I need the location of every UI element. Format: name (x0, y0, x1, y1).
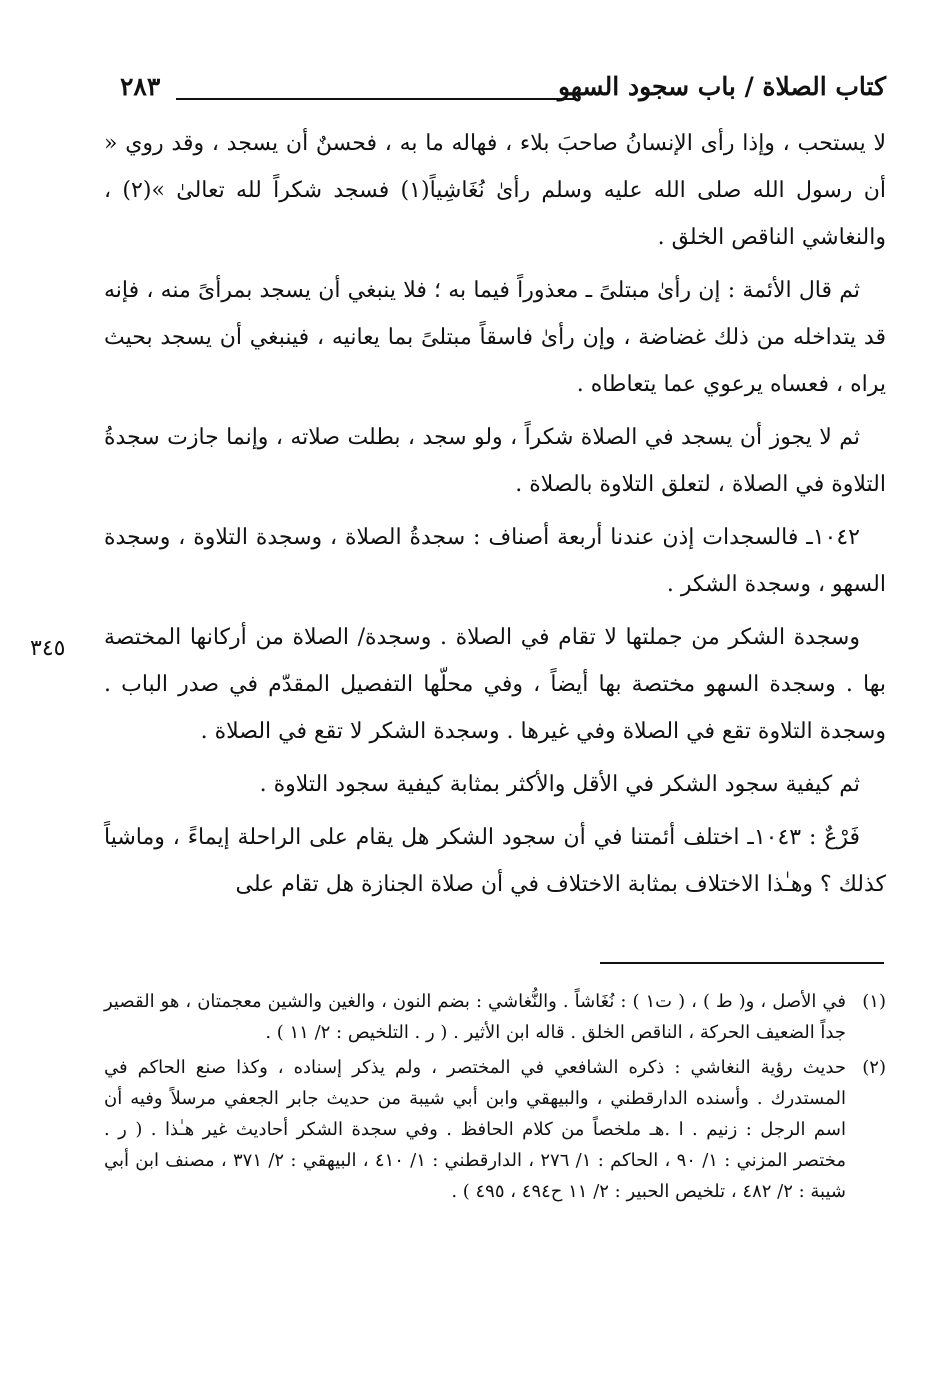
chapter-title: كتاب الصلاة / باب سجود السهو (557, 72, 886, 101)
paragraph: ثم كيفية سجود الشكر في الأقل والأكثر بمثابة كيفية سجود التلاوة . (259, 772, 860, 797)
paragraph: لا يستحب ، وإذا رأى الإنسانُ صاحبَ بلاء ، فهاله ما به ، فحسنٌ أن يسجد ، وقد روي « أن رسول الله صلى الله عليه وسلم رأىٰ نُغَاشِياً(١) فسجد شكراً لله تعالىٰ »(٢) ، والنغاشي الناقص الخلق . (104, 131, 887, 250)
margin-page-reference: ٣٤٥ (30, 636, 66, 661)
footnote-text: في الأصل ، و( ط ) ، ( ت١ ) : نُغَاشاً . والنُّغاشي : بضم النون ، والغين والشين معجمتان ، هو القصير جداً الضعيف الحركة ، الناقص الخلق . قاله ابن الأثير . ( ر . التلخيص : ٢/ ١١ ) . (104, 991, 846, 1043)
footnote (104, 1052, 886, 1207)
footnotes (104, 986, 886, 1211)
footnote (104, 986, 886, 1048)
main-text (104, 120, 886, 914)
paragraph: وسجدة الشكر من جملتها لا تقام في الصلاة . وسجدة/ الصلاة من أركانها المختصة بها . وسجدة السهو مختصة بها أيضاً ، وفي محلّها التفصيل المقدّم في صدر الباب . وسجدة التلاوة تقع في الصلاة وفي غيرها . وسجدة الشكر لا تقع في الصلاة . (104, 625, 886, 744)
paragraph: ثم قال الأئمة : إن رأىٰ مبتلىً ـ معذوراً فيما به ؛ فلا ينبغي أن يسجد بمرأىً منه ، فإنه قد يتداخله من ذلك غضاضة ، وإن رأىٰ فاسقاً مبتلىً بما يعانيه ، فينبغي أن يسجد بحيث يراه ، فعساه يرعوي عما يتعاطاه . (104, 278, 886, 397)
page-number: ٢٨٣ (120, 72, 161, 101)
header-rule (176, 98, 574, 100)
footnote-number: (١) (862, 991, 886, 1012)
running-header (108, 70, 886, 110)
paragraph: ثم لا يجوز أن يسجد في الصلاة شكراً ، ولو سجد ، بطلت صلاته ، وإنما جازت سجدةُ التلاوة في الصلاة ، لتعلق التلاوة بالصلاة . (104, 425, 886, 497)
footnote-separator (600, 962, 884, 964)
footnote-text: حديث رؤية النغاشي : ذكره الشافعي في المختصر ، ولم يذكر إسناده ، وكذا صنع الحاكم في المستدرك . وأسنده الدارقطني ، والبيهقي وابن أبي شيبة من حديث جابر الجعفي مرسلاً وفيه أن اسم الرجل : زنيم . ا .هـ ملخصاً من كلام الحافظ . وفي سجدة الشكر أحاديث غير هـٰذا . ( ر . مختصر المزني : ١/ ٩٠ ، الحاكم : ١/ ٢٧٦ ، الدارقطني : ١/ ٤١٠ ، البيهقي : ٢/ ٣٧١ ، مصنف ابن أبي شيبة : ٢/ ٤٨٢ ، تلخيص الحبير : ٢/ ١١ ح٤٩٤ ، ٤٩٥ ) . (104, 1057, 846, 1202)
paragraph: ١٠٤٢ـ فالسجدات إذن عندنا أربعة أصناف : سجدةُ الصلاة ، وسجدة التلاوة ، وسجدة السهو ، وسجدة الشكر . (104, 525, 886, 597)
paragraph: فَرْعٌ : ١٠٤٣ـ اختلف أئمتنا في أن سجود الشكر هل يقام على الراحلة إيماءً ، وماشياً كذلك ؟ وهـٰذا الاختلاف بمثابة الاختلاف في أن صلاة الجنازة هل تقام على (104, 825, 886, 897)
footnote-number: (٢) (862, 1057, 886, 1078)
